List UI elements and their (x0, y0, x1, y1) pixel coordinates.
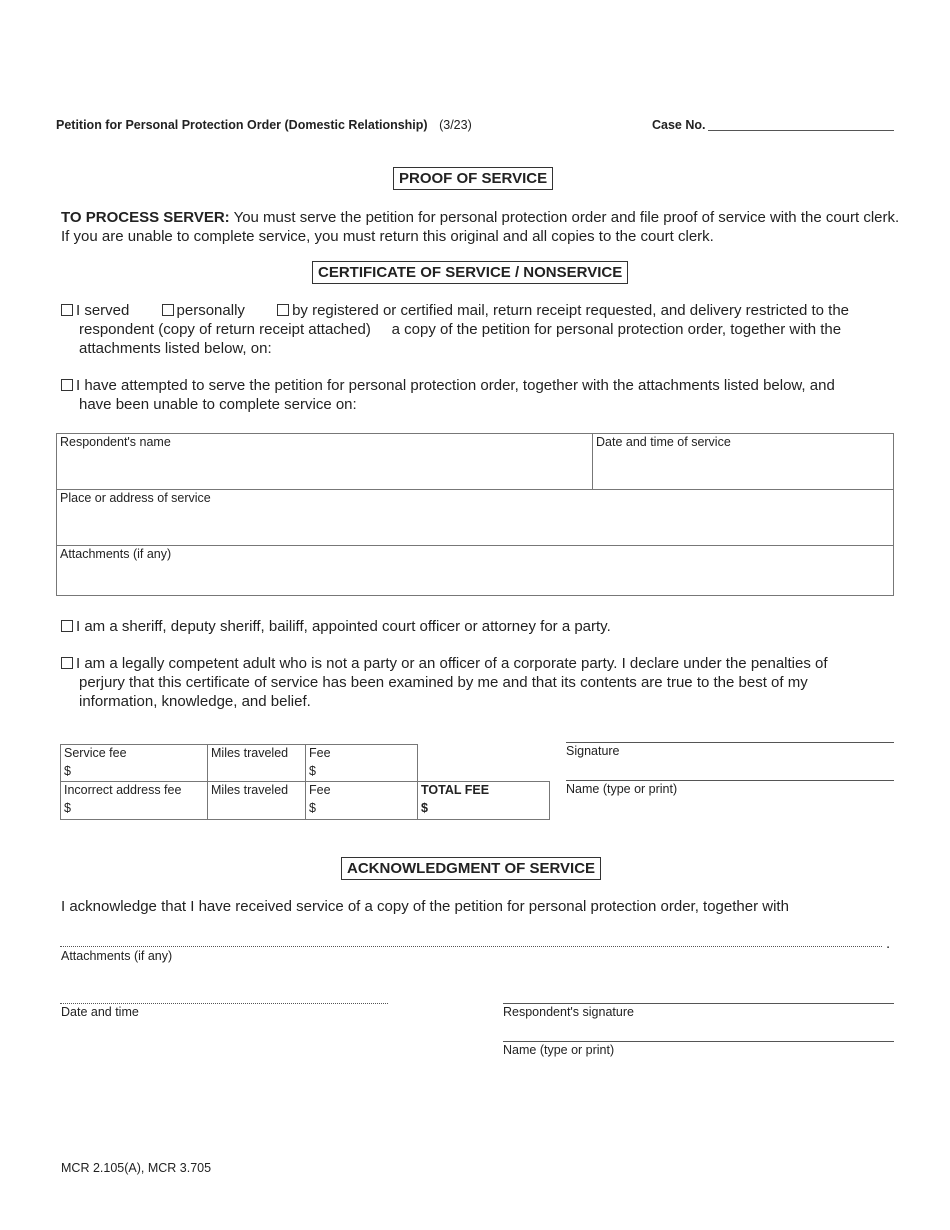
form-title: Petition for Personal Protection Order (Domestic Relationship) (56, 118, 428, 132)
respondent-name-label: Respondent's name (60, 435, 171, 449)
sheriff-option (61, 617, 611, 636)
ack-period: . (886, 935, 891, 952)
incorrect-mileage-fee-cell[interactable] (306, 782, 418, 820)
service-fee-cell[interactable] (61, 745, 208, 782)
name-line[interactable] (566, 780, 894, 781)
process-server-lead: TO PROCESS SERVER: (61, 209, 230, 226)
ack-signature-line[interactable] (503, 1003, 894, 1004)
adult-label: I am a legally competent adult who is not a party or an officer of a corporate party. I declare under the penalties of (76, 655, 828, 672)
personally-label: personally (176, 302, 245, 319)
place-of-service-cell[interactable] (57, 490, 894, 546)
attachments-cell[interactable] (57, 546, 894, 596)
signature-line[interactable] (566, 742, 894, 743)
name-label: Name (type or print) (566, 782, 678, 796)
ack-name-line[interactable] (503, 1041, 894, 1042)
attempted-label: I have attempted to serve the petition for personal protection order, together with the attachments listed below, and (76, 377, 835, 394)
attempted-checkbox[interactable] (61, 379, 73, 391)
served-line-3: attachments listed below, on: (79, 340, 272, 357)
attempted-line-2: have been unable to complete service on: (79, 396, 357, 413)
fee-table (60, 744, 550, 820)
incorrect-mileage-fee-dollar: $ (309, 801, 316, 815)
proof-of-service-title: PROOF OF SERVICE (393, 167, 553, 190)
adult-line-3: information, knowledge, and belief. (79, 693, 311, 710)
service-mileage-fee-cell[interactable] (306, 745, 418, 782)
ack-date-line[interactable] (60, 1003, 388, 1004)
incorrect-address-fee-label: Incorrect address fee (64, 783, 182, 797)
form-header (56, 118, 472, 132)
served-line-2: respondent (copy of return receipt attached) a copy of the petition for personal protection order, together with the (79, 321, 842, 338)
footer-rule-reference: MCR 2.105(A), MCR 3.705 (61, 1161, 212, 1175)
sheriff-label: I am a sheriff, deputy sheriff, bailiff, appointed court officer or attorney for a party. (76, 618, 611, 635)
total-fee-cell[interactable] (418, 782, 550, 820)
place-of-service-label: Place or address of service (60, 491, 211, 505)
service-miles-cell[interactable] (208, 745, 306, 782)
ack-name-label: Name (type or print) (503, 1043, 615, 1057)
form-revision: (3/23) (439, 118, 472, 132)
total-fee-dollar: $ (421, 801, 428, 815)
by-mail-label: by registered or certified mail, return receipt requested, and delivery restricted to the (292, 302, 850, 319)
incorrect-address-fee-cell[interactable] (61, 782, 208, 820)
process-server-text: You must serve the petition for personal protection order and file proof of service with the court clerk. If you are unable to complete service, you must return this original and all copies to the court clerk. (61, 209, 900, 245)
i-served-label: I served (76, 302, 130, 319)
certificate-title: CERTIFICATE OF SERVICE / NONSERVICE (312, 261, 628, 284)
incorrect-miles-cell[interactable] (208, 782, 306, 820)
service-fee-label: Service fee (64, 746, 127, 760)
service-details-table (56, 433, 894, 596)
adult-line-2: perjury that this certificate of service has been examined by me and that its contents are true to the best of my (79, 674, 808, 691)
date-time-service-cell[interactable] (593, 434, 894, 490)
ack-attachments-label: Attachments (if any) (61, 949, 173, 963)
adult-line-1 (61, 654, 828, 673)
incorrect-mileage-fee-label: Fee (309, 783, 331, 797)
i-served-checkbox[interactable] (61, 304, 73, 316)
ack-attachments-line[interactable] (60, 946, 882, 947)
date-time-service-label: Date and time of service (596, 435, 731, 449)
sheriff-checkbox[interactable] (61, 620, 73, 632)
respondent-name-cell[interactable] (57, 434, 593, 490)
service-miles-label: Miles traveled (211, 746, 289, 760)
total-fee-spacer (418, 745, 550, 782)
incorrect-miles-label: Miles traveled (211, 783, 289, 797)
service-fee-dollar: $ (64, 764, 71, 778)
incorrect-address-fee-dollar: $ (64, 801, 71, 815)
process-server-instructions (61, 208, 901, 246)
ack-date-label: Date and time (61, 1005, 139, 1019)
personally-checkbox[interactable] (162, 304, 174, 316)
served-line-1 (61, 301, 901, 320)
by-mail-checkbox[interactable] (277, 304, 289, 316)
attempted-line-1 (61, 376, 835, 395)
signature-label: Signature (566, 744, 620, 758)
acknowledgment-text: I acknowledge that I have received service of a copy of the petition for personal protection order, together with (61, 898, 789, 915)
service-mileage-fee-label: Fee (309, 746, 331, 760)
service-mileage-fee-dollar: $ (309, 764, 316, 778)
case-no-label: Case No. (652, 118, 706, 132)
total-fee-label: TOTAL FEE (421, 783, 490, 797)
acknowledgment-title: ACKNOWLEDGMENT OF SERVICE (341, 857, 601, 880)
case-no-field[interactable] (708, 130, 894, 131)
ack-signature-label: Respondent's signature (503, 1005, 634, 1019)
adult-checkbox[interactable] (61, 657, 73, 669)
attachments-label: Attachments (if any) (60, 547, 172, 561)
